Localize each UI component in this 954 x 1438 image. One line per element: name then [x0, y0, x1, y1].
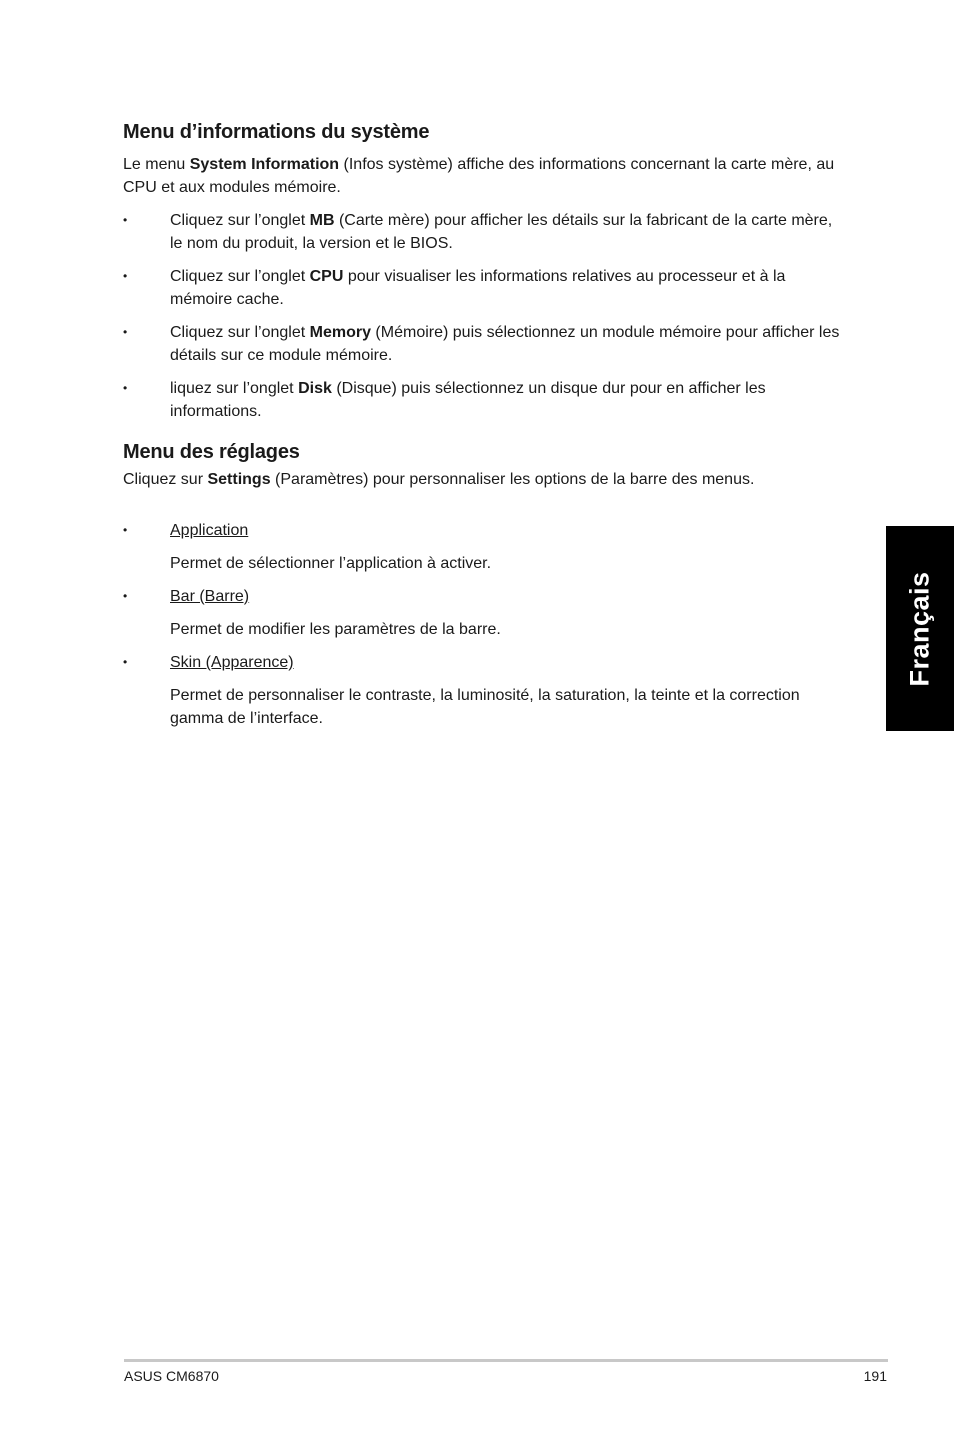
language-side-tab [886, 526, 954, 731]
section-title-system-info: Menu d’informations du système [123, 121, 430, 143]
bullet-icon: • [123, 589, 128, 603]
bullet-icon: • [123, 269, 128, 283]
footer-page-number: 191 [863, 1368, 887, 1384]
list-item-skin [123, 651, 843, 730]
list-item-application [123, 519, 843, 575]
settings-item-desc: Permet de personnaliser le contraste, la luminosité, la saturation, la teinte et la correction gamma de l’interface. [170, 687, 800, 727]
footer-divider [124, 1359, 888, 1362]
bullet-icon: • [123, 381, 128, 395]
bullet-icon: • [123, 325, 128, 339]
system-info-list [123, 209, 843, 423]
section-intro-settings: Cliquez sur Settings (Paramètres) pour personnaliser les options de la barre des menus. [123, 471, 755, 488]
bullet-icon: • [123, 655, 128, 669]
list-item-disk: • liquez sur l’onglet Disk (Disque) puis sélectionnez un disque dur pour en afficher les informations. [123, 377, 843, 423]
section-title-settings: Menu des réglages [123, 441, 300, 463]
list-item-memory: • Cliquez sur l’onglet Memory (Mémoire) puis sélectionnez un module mémoire pour afficher les détails sur ce module mémoire. [123, 321, 843, 367]
page-content [123, 118, 843, 740]
list-item-bar [123, 585, 843, 641]
settings-list [123, 519, 843, 730]
language-tab-label: Français [904, 570, 935, 687]
list-item-cpu: • Cliquez sur l’onglet CPU pour visualiser les informations relatives au processeur et à la mémoire cache. [123, 265, 843, 311]
bullet-icon: • [123, 213, 128, 227]
settings-item-title: Bar (Barre) [170, 588, 250, 605]
settings-item-title: Application [170, 522, 249, 539]
section-intro-system-info: Le menu System Information (Infos système) affiche des informations concernant la carte mère, au CPU et aux modules mémoire. [123, 156, 835, 196]
settings-item-desc: Permet de modifier les paramètres de la barre. [170, 621, 501, 638]
settings-item-desc: Permet de sélectionner l’application à activer. [170, 555, 492, 572]
footer-model: ASUS CM6870 [124, 1368, 219, 1384]
list-item-mb: • Cliquez sur l’onglet MB (Carte mère) pour afficher les détails sur la fabricant de la carte mère, le nom du produit, la version et le BIOS. [123, 209, 843, 255]
settings-item-title: Skin (Apparence) [170, 654, 294, 671]
bullet-icon: • [123, 523, 128, 537]
